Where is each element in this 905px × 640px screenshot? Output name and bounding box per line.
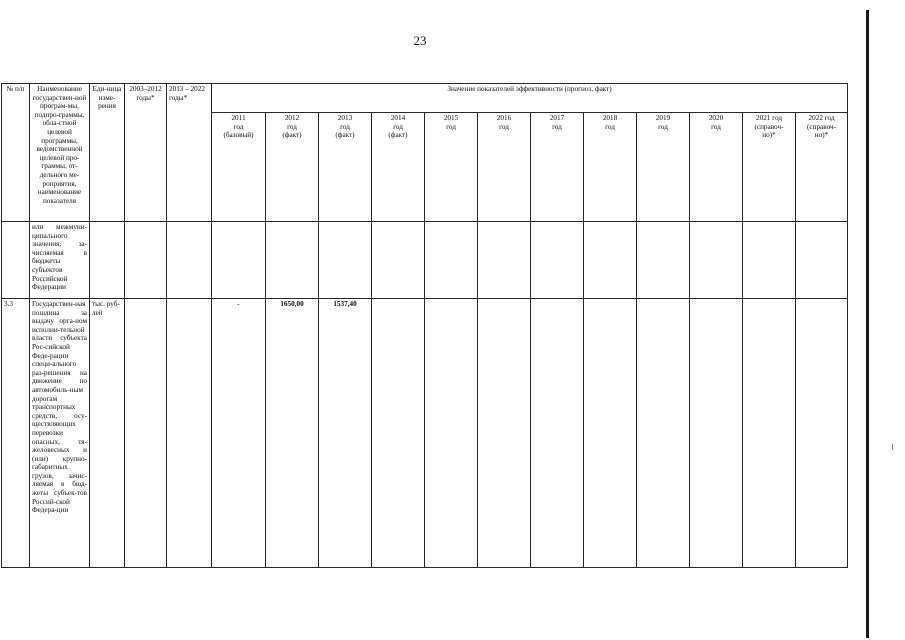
row-value: -	[212, 299, 266, 568]
row-value	[372, 222, 425, 299]
row-value	[796, 222, 848, 299]
row-value	[478, 222, 531, 299]
row-value	[531, 222, 584, 299]
year-header: 2011 год (базовый)	[212, 113, 266, 222]
year-header: 2016 год	[478, 113, 531, 222]
row-cell	[125, 299, 167, 568]
row-value	[637, 299, 690, 568]
row-num	[2, 222, 30, 299]
year-header: 2019 год	[637, 113, 690, 222]
row-value	[372, 299, 425, 568]
year-header: 2020 год	[690, 113, 743, 222]
row-value	[319, 222, 372, 299]
table-row	[2, 222, 848, 299]
header-period-2013-2022: 2013 – 2022 годы*	[167, 84, 212, 222]
row-value	[796, 299, 848, 568]
row-name: или межмуни-ципального значения, за-числяемая в бюджеты субъектов Российской Федерации	[30, 222, 90, 299]
indicator-table	[1, 83, 848, 568]
row-value	[531, 299, 584, 568]
row-unit: тыс. руб-лей	[90, 299, 125, 568]
row-value	[425, 299, 478, 568]
row-value	[584, 299, 637, 568]
row-value	[425, 222, 478, 299]
row-cell	[167, 222, 212, 299]
year-header: 2012 год (факт)	[266, 113, 319, 222]
year-header: 2013 год (факт)	[319, 113, 372, 222]
header-num: № п/п	[2, 84, 30, 222]
row-num: 3.3	[2, 299, 30, 568]
row-value	[266, 222, 319, 299]
header-group: Значение показателей эффективности (прогноз, факт)	[212, 84, 848, 113]
year-header: 2018 год	[584, 113, 637, 222]
header-row-1	[2, 84, 848, 113]
row-value: 1537,40	[319, 299, 372, 568]
row-value	[743, 222, 796, 299]
year-header: 2022 год (справоч- но)*	[796, 113, 848, 222]
row-value	[478, 299, 531, 568]
year-header: 2015 год	[425, 113, 478, 222]
row-cell	[125, 222, 167, 299]
page-number: 23	[413, 33, 427, 48]
row-value	[690, 222, 743, 299]
row-value	[584, 222, 637, 299]
row-value	[212, 222, 266, 299]
row-value	[637, 222, 690, 299]
row-name: Государствен-ная пошлина за выдачу орга-ном исполни-тельной власти субъекта Рос-сийской Феде-рации специ-ального раз-решения на движение по автомобиль-ным дорогам транспортных средств, осу-ществляющих перевозки опасных, тя-желовесных и (или) крупно-габаритных грузов, зачис-ляемая в бюд-жеты субъек-тов Россий-ской Федера-ции	[30, 299, 90, 568]
row-cell	[167, 299, 212, 568]
row-value	[690, 299, 743, 568]
table-row	[2, 299, 848, 568]
page-edge-bar	[866, 10, 869, 638]
year-header: 2021 год (справоч- но)*	[743, 113, 796, 222]
year-header: 2014 год (факт)	[372, 113, 425, 222]
row-value	[743, 299, 796, 568]
header-period-2003-2012: 2003–2012 годы*	[125, 84, 167, 222]
page-edge-tick	[892, 444, 893, 450]
row-value: 1650,00	[266, 299, 319, 568]
year-header: 2017 год	[531, 113, 584, 222]
row-unit	[90, 222, 125, 299]
header-name: Наименование государствен-ной програм-мы, подпро-граммы, обла-стной целевой программы, ведомственной целевой про-граммы, от-дельного ме-роприятия, наименование показателя	[30, 84, 90, 222]
header-unit: Еди-ница изме-рения	[90, 84, 125, 222]
